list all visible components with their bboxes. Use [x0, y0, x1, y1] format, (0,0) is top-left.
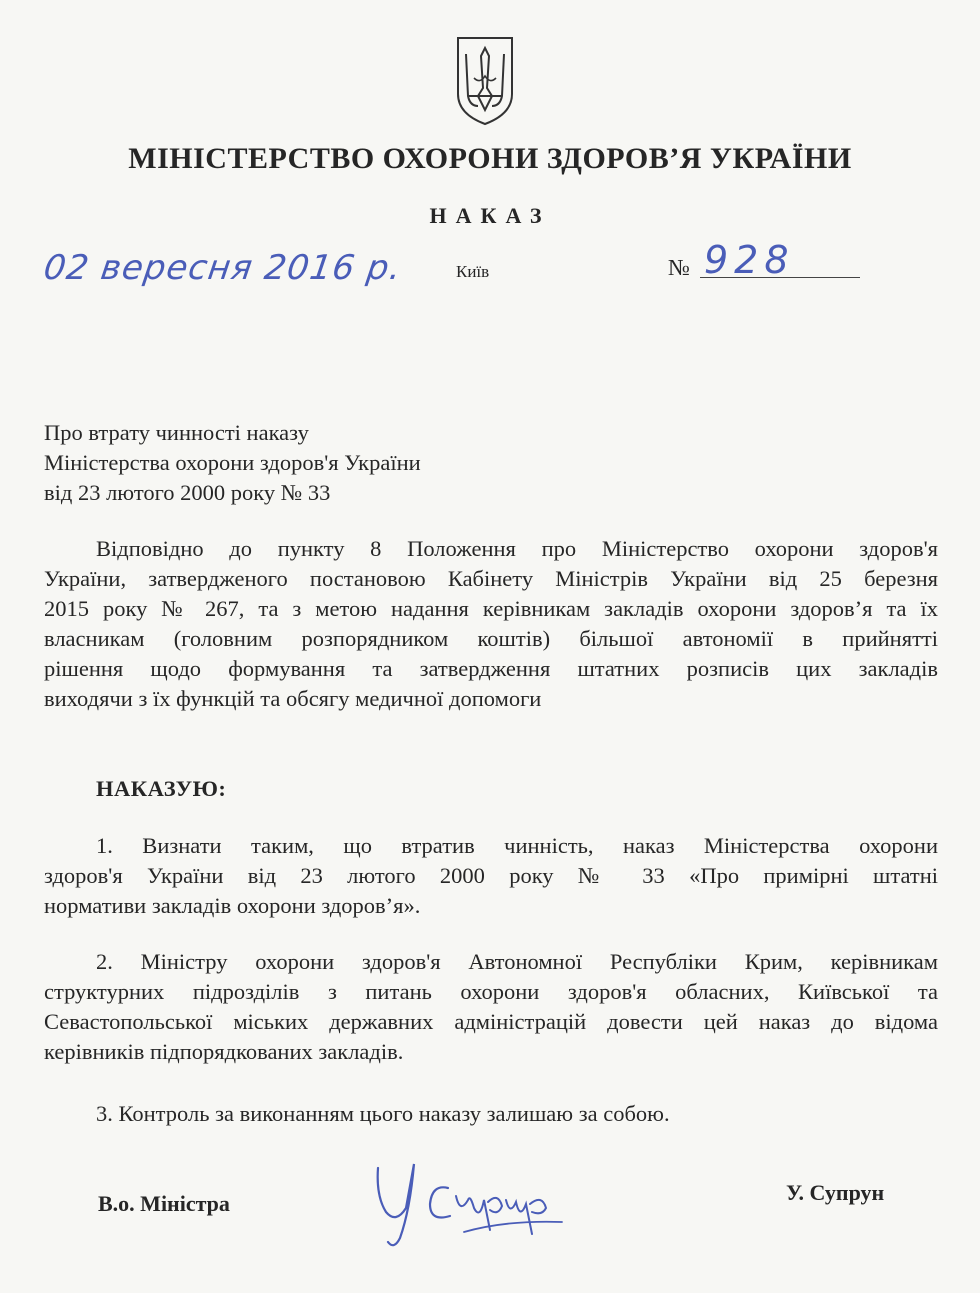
- document-subject: [44, 418, 421, 508]
- signatory-name: У. Супрун: [786, 1180, 885, 1205]
- document-type-title: НАКАЗ: [429, 203, 551, 228]
- text-line: керівників підпорядкованих закладів.: [44, 1039, 404, 1064]
- text-line: 2. Міністру охорони здоров'я Автономної Республіки Крим, керівникам: [96, 949, 938, 974]
- order-item-3: [44, 1099, 938, 1129]
- document-city: Київ: [456, 262, 490, 281]
- subject-line: Про втрату чинності наказу: [44, 420, 309, 445]
- document-date: 02 вересня 2016 р.: [41, 248, 405, 288]
- number-sign: №: [668, 255, 690, 280]
- text-line: здоров'я України від 23 лютого 2000 року № 33 «Про примірні штатні: [44, 863, 938, 888]
- text-line: рішення щодо формування та затвердження штатних розписів цих закладів: [44, 656, 938, 681]
- text-line: виходячи з їх функцій та обсягу медичної допомоги: [44, 686, 542, 711]
- text-line: Відповідно до пункту 8 Положення про Міністерство охорони здоров'я: [96, 536, 938, 561]
- signatory-title: В.о. Міністра: [98, 1191, 230, 1216]
- order-heading: НАКАЗУЮ:: [96, 776, 227, 801]
- ministry-name: МІНІСТЕРСТВО ОХОРОНИ ЗДОРОВ’Я УКРАЇНИ: [128, 142, 852, 175]
- text-line: нормативи закладів охорони здоров’я».: [44, 893, 421, 918]
- text-line: 1. Визнати таким, що втратив чинність, наказ Міністерства охорони: [96, 833, 938, 858]
- text-line: 3. Контроль за виконанням цього наказу залишаю за собою.: [96, 1101, 670, 1126]
- text-line: України, затвердженого постановою Кабінету Міністрів України від 25 березня: [44, 566, 938, 591]
- preamble-paragraph: [44, 534, 938, 714]
- text-line: 2015 року № 267, та з метою надання керівникам закладів охорони здоров’я та їх: [44, 596, 938, 621]
- tryzub-coat-of-arms-icon: [454, 36, 516, 126]
- handwritten-signature: [356, 1150, 566, 1260]
- subject-line: Міністерства охорони здоров'я України: [44, 450, 421, 475]
- order-item-2: [44, 947, 938, 1067]
- text-line: структурних підрозділів з питань охорони здоров'я обласних, Київської та: [44, 979, 938, 1004]
- order-item-1: [44, 831, 938, 921]
- text-line: власникам (головним розпорядником коштів) більшої автономії в прийнятті: [44, 626, 938, 651]
- text-line: Севастопольської міських державних адміністрацій довести цей наказ до відома: [44, 1009, 938, 1034]
- document-number: 928: [704, 238, 795, 282]
- subject-line: від 23 лютого 2000 року № 33: [44, 480, 331, 505]
